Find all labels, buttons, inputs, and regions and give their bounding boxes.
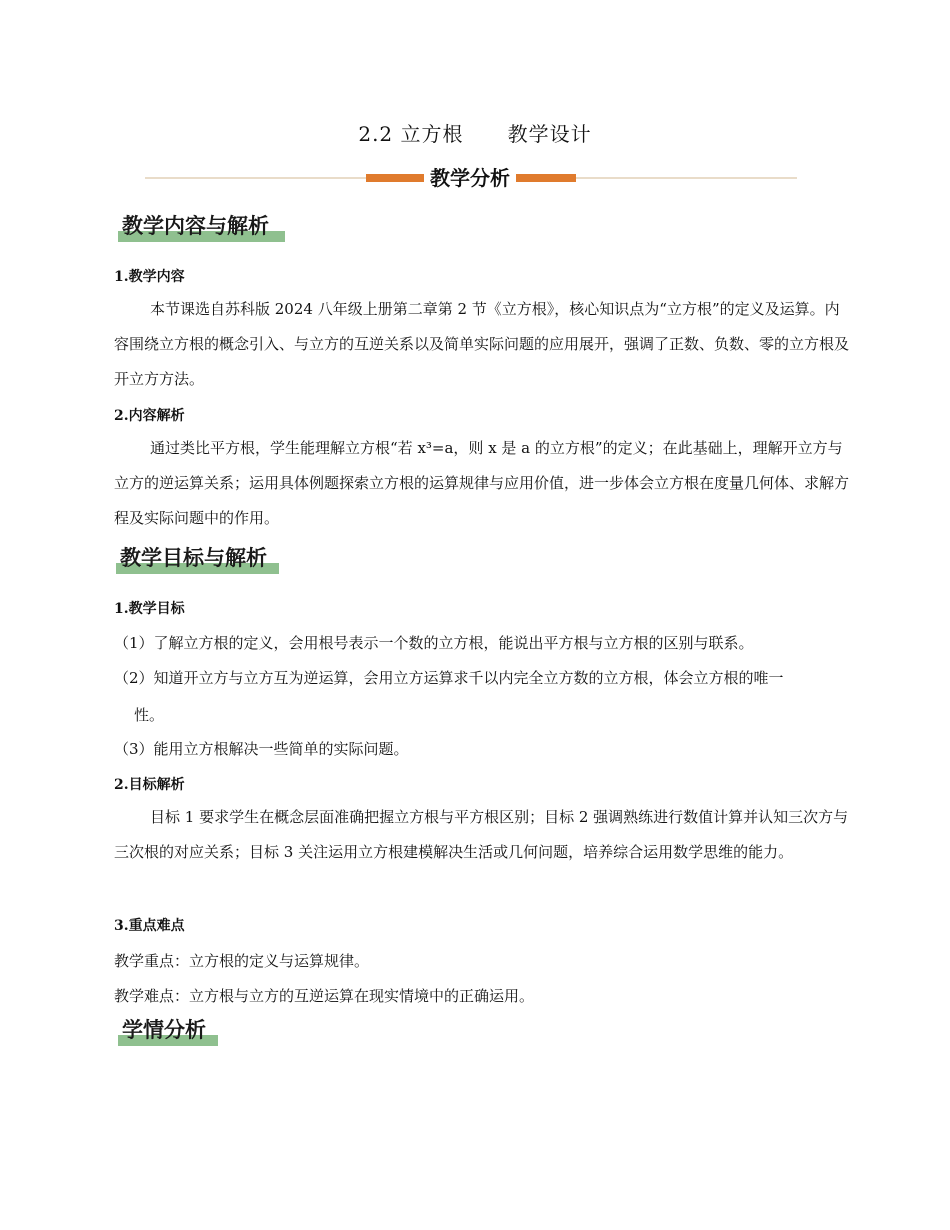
subheading-key-difficulties: 3.重点难点 [114, 918, 185, 934]
section-heading-learner-analysis [118, 1016, 218, 1046]
section-heading-goals [116, 544, 279, 574]
document-title: 2.2 立方根 教学设计 [358, 122, 592, 146]
key-point-line: 教学重点：立方根的定义与运算规律。 [114, 952, 370, 970]
subheading-teaching-goals: 1.教学目标 [114, 601, 185, 617]
goal-item-2-continued: 性。 [134, 706, 165, 724]
paragraph-goal-analysis: 目标 1 要求学生在概念层面准确把握立方根与平方根区别；目标 2 强调熟练进行数值计算并认知三次方与三次根的对应关系；目标 3 关注运用立方根建模解决生活或几何问题，培养综合运用数学思维的能力。 [114, 808, 849, 861]
paragraph-content-analysis: 通过类比平方根，学生能理解立方根“若 x³=a，则 x 是 a 的立方根”的定义；在此基础上，理解开立方与立方的逆运算关系；运用具体例题探索立方根的运算规律与应用价值，进一步体会立方根在度量几何体、求解方程及实际问题中的作用。 [114, 439, 850, 527]
subheading-teaching-content: 1.教学内容 [114, 269, 185, 285]
paragraph-teaching-content: 本节课选自苏科版 2024 八年级上册第二章第 2 节《立方根》，核心知识点为“立方根”的定义及运算。内容围绕立方根的概念引入、与立方的互逆关系以及简单实际问题的应用展开，强调了正数、负数、零的立方根及开立方方法。 [114, 300, 850, 388]
section-heading-text: 学情分析 [122, 1018, 206, 1042]
divider-accent-right [514, 174, 576, 182]
subheading-goal-analysis: 2.目标解析 [114, 777, 185, 793]
section-heading-text: 教学目标与解析 [120, 546, 267, 570]
goal-item-1: （1）了解立方根的定义，会用根号表示一个数的立方根，能说出平方根与立方根的区别与联系。 [114, 634, 754, 652]
divider-accent-left [366, 174, 426, 182]
section-heading-content [118, 212, 285, 242]
subheading-content-analysis: 2.内容解析 [114, 408, 185, 424]
divider-label: 教学分析 [424, 162, 516, 191]
goal-item-3: （3）能用立方根解决一些简单的实际问题。 [114, 740, 409, 758]
goal-item-2: （2）知道开立方与立方互为逆运算，会用立方运算求千以内完全立方数的立方根，体会立方根的唯一 [114, 669, 784, 687]
section-heading-text: 教学内容与解析 [122, 214, 269, 238]
difficult-point-line: 教学难点：立方根与立方的互逆运算在现实情境中的正确运用。 [114, 987, 535, 1005]
